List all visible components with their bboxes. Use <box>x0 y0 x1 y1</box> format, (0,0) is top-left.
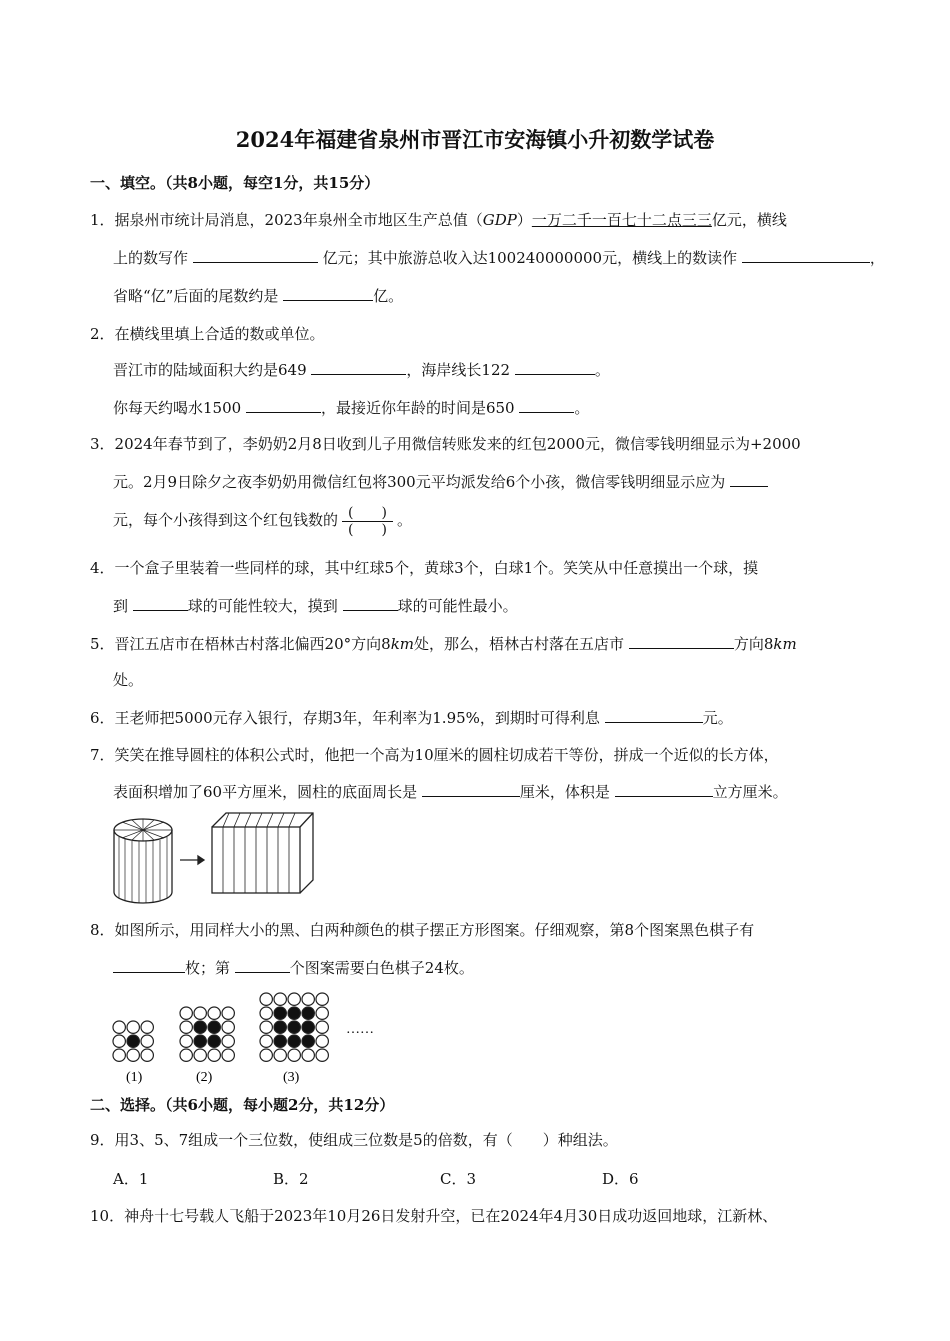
q3-text: 元。2月9日除夕之夜李奶奶用微信红包将300元平均派发给6个小孩，微信零钱明细显示应为 <box>113 473 726 491</box>
q9-option-b[interactable]: B．2 <box>273 1170 309 1188</box>
black-chess-piece <box>302 1007 314 1019</box>
q8-text: 枚；第 <box>185 959 231 977</box>
q3-line-3 <box>113 503 412 538</box>
white-chess-piece <box>260 1049 272 1061</box>
q1-line-3 <box>113 286 403 306</box>
black-chess-piece <box>274 1007 286 1019</box>
white-chess-piece <box>222 1049 234 1061</box>
white-chess-piece <box>316 1035 328 1047</box>
answer-blank[interactable] <box>629 634 734 649</box>
q6-text: 6．王老师把5000元存入银行，存期3年，年利率为1.95%，到期时可得利息 <box>90 709 600 727</box>
white-chess-piece <box>141 1049 153 1061</box>
black-chess-piece <box>194 1035 206 1047</box>
q2-text: 晋江市的陆域面积大约是649 <box>113 361 307 379</box>
answer-blank[interactable] <box>246 398 321 413</box>
white-chess-piece <box>180 1007 192 1019</box>
q2-text: 。 <box>574 399 590 417</box>
q3-text: 。 <box>396 511 412 529</box>
white-chess-piece <box>316 1049 328 1061</box>
black-chess-piece <box>288 1007 300 1019</box>
white-chess-piece <box>260 1035 272 1047</box>
answer-blank[interactable] <box>283 286 373 301</box>
q2-line-2 <box>113 360 610 380</box>
white-chess-piece <box>180 1021 192 1033</box>
q3-text: 元，每个小孩得到这个红包钱数的 <box>113 511 339 529</box>
q1-text: 上的数写作 <box>113 249 189 267</box>
q1-text: ） <box>516 211 532 229</box>
white-chess-piece <box>302 1049 314 1061</box>
q2-line-3 <box>113 398 589 418</box>
q1-text: 亿元，横线 <box>711 211 787 229</box>
q6-text: 元。 <box>702 709 733 727</box>
q9-line-1: 9．用3、5、7组成一个三位数，使组成三位数是5的倍数，有（ ）种组法。 <box>90 1131 618 1149</box>
black-chess-piece <box>302 1021 314 1033</box>
q4-text: 球的可能性较大，摸到 <box>187 597 338 615</box>
black-chess-piece <box>194 1021 206 1033</box>
white-chess-piece <box>260 1021 272 1033</box>
answer-blank[interactable] <box>515 360 595 375</box>
pattern-label-2: (2) <box>196 1070 213 1085</box>
answer-blank[interactable] <box>742 248 870 263</box>
q9-option-d[interactable]: D．6 <box>602 1170 639 1188</box>
answer-blank[interactable] <box>193 248 318 263</box>
white-chess-piece <box>274 993 286 1005</box>
q4-line-2 <box>113 596 518 616</box>
white-chess-piece <box>141 1021 153 1033</box>
white-chess-piece <box>302 993 314 1005</box>
q7-text: 立方厘米。 <box>712 783 788 801</box>
gdp-label: GDP <box>482 211 517 229</box>
q1-text: ， <box>869 249 885 267</box>
white-chess-piece <box>180 1035 192 1047</box>
white-chess-piece <box>316 1007 328 1019</box>
white-chess-piece <box>274 1049 286 1061</box>
q8-line-1: 8．如图所示，用同样大小的黑、白两种颜色的棋子摆正方形图案。仔细观察，第8个图案黑色棋子有 <box>90 921 755 939</box>
q4-line-1: 4．一个盒子里装着一些同样的球，其中红球5个，黄球3个，白球1个。笑笑从中任意摸出一个球，摸 <box>90 559 759 577</box>
white-chess-piece <box>127 1049 139 1061</box>
white-chess-piece <box>113 1035 125 1047</box>
white-chess-piece <box>222 1021 234 1033</box>
q4-text: 球的可能性最小。 <box>397 597 518 615</box>
black-chess-piece <box>302 1035 314 1047</box>
unit-km: km <box>773 635 797 653</box>
q5-line-1 <box>90 634 797 654</box>
white-chess-piece <box>208 1007 220 1019</box>
black-chess-piece <box>274 1021 286 1033</box>
q7-line-1: 7．笑笑在推导圆柱的体积公式时，他把一个高为10厘米的圆柱切成若干等份，拼成一个近似的长方体， <box>90 746 779 764</box>
section-2-heading: 二、选择。（共6小题，每小题2分，共12分） <box>90 1096 395 1114</box>
answer-blank[interactable] <box>422 782 520 797</box>
q2-text: 你每天约喝水1500 <box>113 399 242 417</box>
pattern-label-1: (1) <box>126 1070 143 1085</box>
answer-blank[interactable] <box>519 398 574 413</box>
answer-blank[interactable] <box>730 472 768 487</box>
continuation-dots: …… <box>346 1022 374 1037</box>
answer-blank[interactable] <box>343 596 398 611</box>
q5-line-2: 处。 <box>113 671 144 689</box>
chess-pattern-figure <box>108 985 388 1085</box>
white-chess-piece <box>194 1049 206 1061</box>
white-chess-piece <box>260 1007 272 1019</box>
white-chess-piece <box>141 1035 153 1047</box>
white-chess-piece <box>208 1049 220 1061</box>
q1-text: 亿元；其中旅游总收入达100240000000元，横线上的数读作 <box>322 249 738 267</box>
white-chess-piece <box>316 993 328 1005</box>
white-chess-piece <box>260 993 272 1005</box>
black-chess-piece <box>274 1035 286 1047</box>
q8-text: 个图案需要白色棋子24枚。 <box>289 959 474 977</box>
q5-text: 5．晋江五店市在梧林古村落北偏西20°方向8 <box>90 635 391 653</box>
cylinder-to-cuboid-figure <box>108 810 318 905</box>
q9-option-c[interactable]: C．3 <box>440 1170 477 1188</box>
black-chess-piece <box>288 1021 300 1033</box>
q7-text: 表面积增加了60平方厘米，圆柱的底面周长是 <box>113 783 418 801</box>
white-chess-piece <box>113 1021 125 1033</box>
white-chess-piece <box>288 1049 300 1061</box>
answer-blank[interactable] <box>235 958 290 973</box>
pattern-label-3: (3) <box>283 1070 300 1085</box>
black-chess-piece <box>127 1035 139 1047</box>
q2-text: ，海岸线长122 <box>406 361 511 379</box>
q10-line-1: 10．神舟十七号载人飞船于2023年10月26日发射升空，已在2024年4月30日成功返回地球，江新林、 <box>90 1207 778 1225</box>
page-title: 2024年福建省泉州市晋江市安海镇小升初数学试卷 <box>235 127 715 152</box>
white-chess-piece <box>113 1049 125 1061</box>
q2-text: ，最接近你年龄的时间是650 <box>320 399 515 417</box>
q7-line-2 <box>113 782 788 802</box>
q5-text: 方向8 <box>733 635 774 653</box>
fraction-denominator: ( ) <box>348 521 387 538</box>
answer-blank[interactable] <box>615 782 713 797</box>
q3-line-1: 3．2024年春节到了，李奶奶2月8日收到儿子用微信转账发来的红包2000元，微信零钱明细显示为+2000 <box>90 435 801 453</box>
answer-blank[interactable] <box>605 708 703 723</box>
white-chess-piece <box>222 1035 234 1047</box>
section-1-heading: 一、填空。（共8小题，每空1分，共15分） <box>90 174 380 192</box>
fraction-numerator: ( ) <box>342 505 393 522</box>
answer-blank[interactable] <box>133 596 188 611</box>
black-chess-piece <box>208 1035 220 1047</box>
fraction-blank[interactable] <box>342 505 393 538</box>
white-chess-piece <box>288 993 300 1005</box>
q7-text: 厘米，体积是 <box>519 783 610 801</box>
q2-line-1: 2．在横线里填上合适的数或单位。 <box>90 325 325 343</box>
q5-text: 处，那么，梧林古村落在五店市 <box>414 635 625 653</box>
white-chess-piece <box>316 1021 328 1033</box>
unit-km: km <box>390 635 415 653</box>
q3-line-2 <box>113 472 768 492</box>
q1-text: 1．据泉州市统计局消息，2023年泉州全市地区生产总值（ <box>90 211 483 229</box>
q1-text: 亿。 <box>373 287 404 305</box>
white-chess-piece <box>222 1007 234 1019</box>
q6-line-1 <box>90 708 733 728</box>
q1-text: 省略“亿”后面的尾数约是 <box>113 287 279 305</box>
q1-line-2 <box>113 248 885 268</box>
white-chess-piece <box>127 1021 139 1033</box>
q9-option-a[interactable]: A．1 <box>113 1170 149 1188</box>
q1-underlined-number: 一万二千一百七十二点三三 <box>531 211 712 229</box>
q1-line-1 <box>90 210 787 230</box>
answer-blank[interactable] <box>113 958 185 973</box>
answer-blank[interactable] <box>311 360 406 375</box>
q2-text: 。 <box>594 361 610 379</box>
q4-text: 到 <box>113 597 129 615</box>
white-chess-piece <box>180 1049 192 1061</box>
white-chess-piece <box>194 1007 206 1019</box>
q8-line-2 <box>113 958 474 978</box>
black-chess-piece <box>208 1021 220 1033</box>
black-chess-piece <box>288 1035 300 1047</box>
